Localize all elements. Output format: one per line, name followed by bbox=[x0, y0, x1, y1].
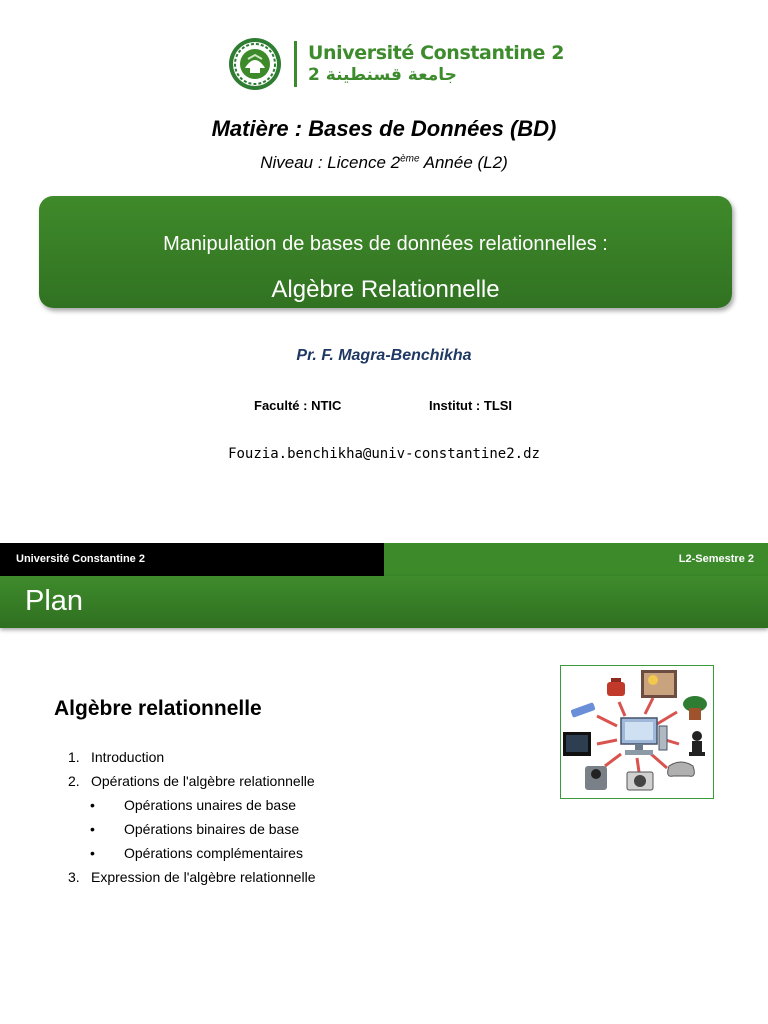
sub-list-item: • Opérations complémentaires bbox=[90, 845, 303, 861]
camera-icon bbox=[627, 772, 653, 790]
university-name: Université Constantine 2 bbox=[308, 42, 565, 64]
author-email[interactable]: Fouzia.benchikha@univ-constantine2.dz bbox=[228, 446, 540, 462]
lecture-title-banner bbox=[39, 196, 732, 308]
tv-icon bbox=[563, 732, 591, 756]
network-devices-illustration bbox=[560, 665, 714, 799]
university-seal-icon bbox=[228, 37, 282, 91]
photo-icon bbox=[641, 670, 677, 698]
chess-icon bbox=[689, 731, 705, 756]
lecture-title-line1: Manipulation de bases de données relationnelles : bbox=[163, 233, 608, 255]
university-logo bbox=[228, 36, 564, 92]
sub-list-item: • Opérations unaires de base bbox=[90, 797, 296, 813]
header-university: Université Constantine 2 bbox=[16, 553, 145, 565]
slide-title: Plan bbox=[25, 585, 84, 617]
list-item: 3. Expression de l'algèbre relationnelle bbox=[68, 869, 316, 885]
lecture-title-line2: Algèbre Relationnelle bbox=[271, 276, 500, 303]
gamepad-icon bbox=[668, 762, 695, 776]
logo-divider bbox=[294, 41, 297, 87]
author-name: Pr. F. Magra-Benchikha bbox=[296, 347, 472, 364]
header-left-bar bbox=[0, 543, 384, 576]
outline-list bbox=[68, 749, 315, 893]
header-right-bar bbox=[384, 543, 768, 576]
course-level: Niveau : Licence 2ème Année (L2) bbox=[260, 153, 508, 172]
faculty-label: Faculté : NTIC bbox=[254, 398, 342, 413]
sub-list-item: • Opérations binaires de base bbox=[90, 821, 300, 837]
section-title: Algèbre relationnelle bbox=[54, 697, 262, 720]
list-item: 1. Introduction bbox=[68, 749, 165, 765]
camcorder-icon bbox=[585, 766, 607, 790]
header-semester: L2-Semestre 2 bbox=[678, 553, 754, 565]
plan-slide bbox=[0, 543, 768, 1024]
usb-drive-icon bbox=[570, 702, 595, 718]
title-bar bbox=[0, 576, 768, 628]
course-subject: Matière : Bases de Données (BD) bbox=[211, 116, 557, 141]
institute-label: Institut : TLSI bbox=[429, 398, 513, 413]
telephone-icon bbox=[607, 678, 625, 696]
university-name-arabic: جامعة قسنطينة 2 bbox=[308, 65, 457, 85]
list-item: 2. Opérations de l'algèbre relationnelle bbox=[68, 773, 315, 789]
plant-icon bbox=[683, 696, 707, 720]
